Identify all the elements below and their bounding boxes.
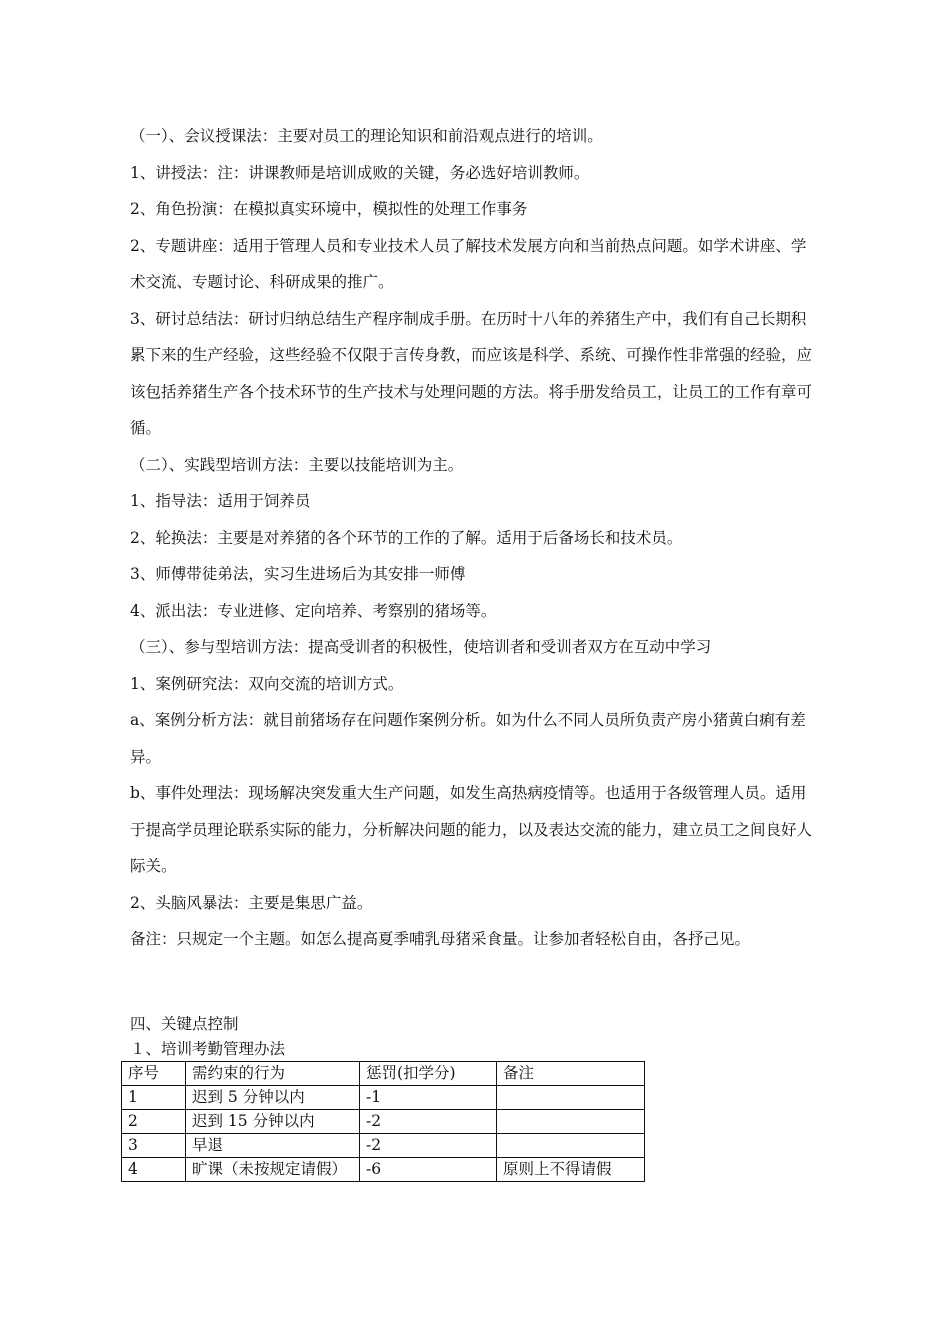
table-cell: 旷课（未按规定请假） xyxy=(186,1158,360,1182)
paragraph: 1、讲授法：注：讲课教师是培训成败的关键，务必选好培训教师。 xyxy=(130,163,590,182)
table-cell: -6 xyxy=(360,1158,497,1182)
table-cell xyxy=(497,1134,645,1158)
table-cell: 早退 xyxy=(186,1134,360,1158)
section-heading: 四、关键点控制 xyxy=(130,1015,239,1033)
paragraph: 备注：只规定一个主题。如怎么提高夏季哺乳母猪采食量。让参加者轻松自由，各抒己见。 xyxy=(130,930,751,948)
table-cell: 迟到 15 分钟以内 xyxy=(186,1110,360,1134)
table-cell xyxy=(497,1110,645,1134)
paragraph: （三）、参与型培训方法：提高受训者的积极性，使培训者和受训者双方在互动中学习 xyxy=(130,638,712,656)
body-text xyxy=(130,118,820,958)
paragraph: 4、派出法：专业进修、定向培养、考察别的猪场等。 xyxy=(130,601,497,620)
table-cell: -2 xyxy=(360,1134,497,1158)
table-header-row xyxy=(122,1062,645,1086)
table-cell: 4 xyxy=(122,1158,186,1182)
attendance-rules-table xyxy=(121,1061,645,1182)
column-header: 需约束的行为 xyxy=(186,1062,360,1086)
table-row xyxy=(122,1134,645,1158)
table-cell: -1 xyxy=(360,1086,497,1110)
table-row xyxy=(122,1086,645,1110)
paragraph: 2、角色扮演：在模拟真实环境中，模拟性的处理工作事务 xyxy=(130,200,528,218)
table-row xyxy=(122,1110,645,1134)
table-cell: 原则上不得请假 xyxy=(497,1158,645,1182)
column-header: 备注 xyxy=(497,1062,645,1086)
paragraph: a、案例分析方法：就目前猪场存在问题作案例分析。如为什么不同人员所负责产房小猪黄白痢有差异。 xyxy=(130,711,806,766)
paragraph: b、事件处理法：现场解决突发重大生产问题，如发生高热病疫情等。也适用于各级管理人员。适用于提高学员理论联系实际的能力，分析解决问题的能力，以及表达交流的能力，建立员工之间良好人际关。 xyxy=(130,784,813,875)
table-cell: 迟到 5 分钟以内 xyxy=(186,1086,360,1110)
paragraph: （一）、会议授课法：主要对员工的理论知识和前沿观点进行的培训。 xyxy=(130,127,603,145)
table-title: １、培训考勤管理办法 xyxy=(130,1040,286,1058)
table-cell: 2 xyxy=(122,1110,186,1134)
table-cell: 3 xyxy=(122,1134,186,1158)
paragraph: 3、研讨总结法：研讨归纳总结生产程序制成手册。在历时十八年的养猪生产中，我们有自己长期积累下来的生产经验，这些经验不仅限于言传身教，而应该是科学、系统、可操作性非常强的经验，应该包括养猪生产各个技术环节的生产技术与处理问题的方法。将手册发给员工，让员工的工作有章可循。 xyxy=(130,309,813,437)
paragraph: 1、案例研究法：双向交流的培训方式。 xyxy=(130,674,404,693)
table-cell: -2 xyxy=(360,1110,497,1134)
paragraph: 2、轮换法：主要是对养猪的各个环节的工作的了解。适用于后备场长和技术员。 xyxy=(130,528,683,547)
paragraph: 2、头脑风暴法：主要是集思广益。 xyxy=(130,893,373,912)
paragraph: 3、师傅带徒弟法，实习生进场后为其安排一师傅 xyxy=(130,565,466,583)
paragraph: 2、专题讲座：适用于管理人员和专业技术人员了解技术发展方向和当前热点问题。如学术讲座、学术交流、专题讨论、科研成果的推广。 xyxy=(130,236,807,291)
paragraph: （二）、实践型培训方法：主要以技能培训为主。 xyxy=(130,455,464,474)
column-header: 惩罚(扣学分) xyxy=(360,1062,497,1086)
column-header: 序号 xyxy=(122,1062,186,1086)
table-cell: 1 xyxy=(122,1086,186,1110)
table-row xyxy=(122,1158,645,1182)
paragraph: 1、指导法：适用于饲养员 xyxy=(130,492,311,510)
table-cell xyxy=(497,1086,645,1110)
